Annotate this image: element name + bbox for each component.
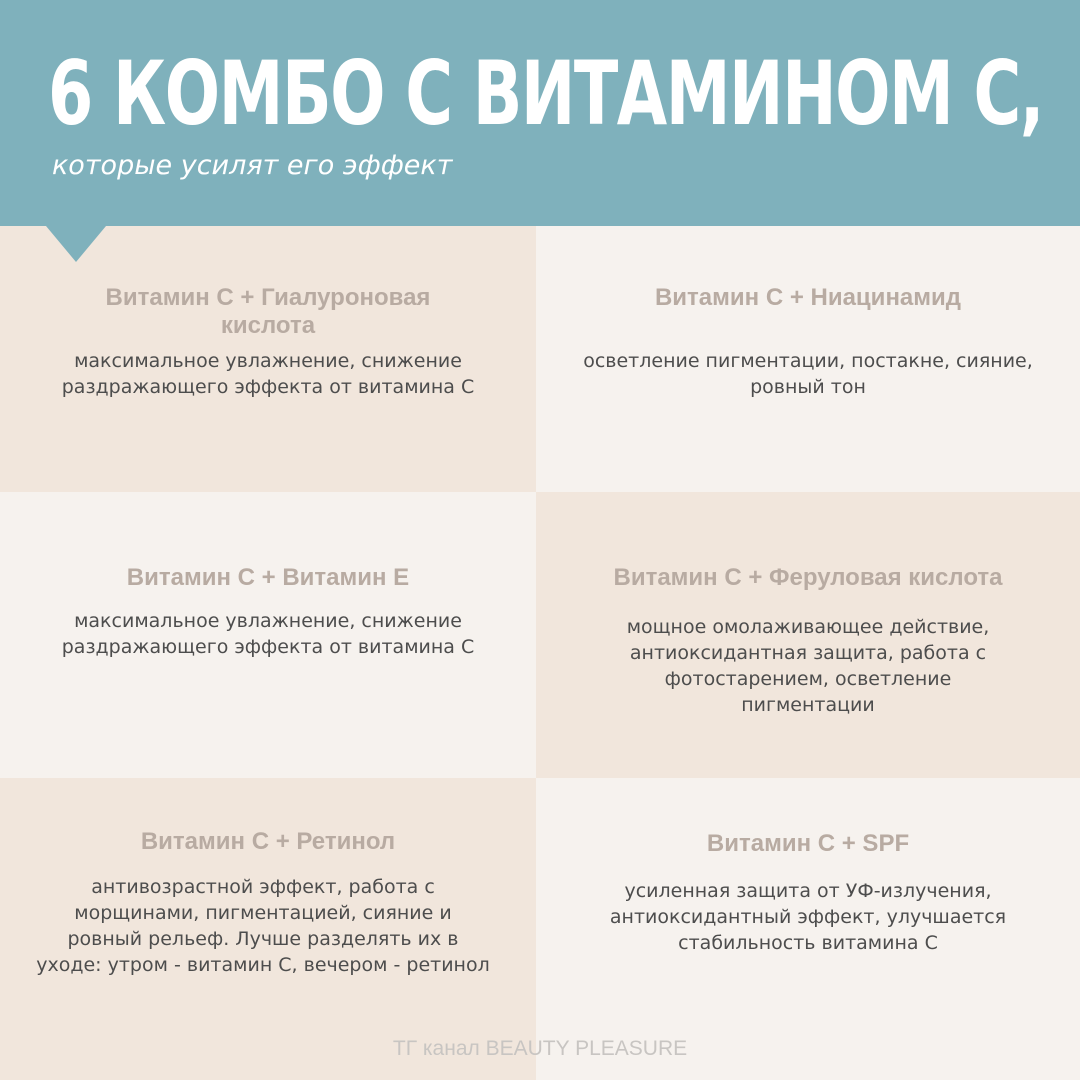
header-notch [46,226,106,262]
combo-description: максимальное увлажнение, снижение раздражающего эффекта от витамина С [61,350,475,398]
combo-title: Витамин С + Феруловая кислота [613,564,1003,591]
page-subtitle: которые усилят его эффект [52,150,453,181]
header-banner [0,0,1080,226]
combo-description: усиленная защита от УФ-излучения, антиоксидантный эффект, улучшается стабильность витамина С [609,880,1007,954]
combo-title: Витамин С + SPF [706,830,910,857]
combo-title: Витамин С + Ретинол [140,828,396,855]
page-title: 6 КОМБО С ВИТАМИНОМ С, [48,42,1044,145]
combo-card-retinol [0,778,536,1080]
combo-description: мощное омолаживающее действие, антиоксидантная защита, работа с фотостарением, осветление пигментации [626,616,990,716]
combo-card-niacinamide [536,226,1080,492]
combo-description: максимальное увлажнение, снижение раздражающего эффекта от витамина С [61,610,475,658]
combo-description: антивозрастной эффект, работа с морщинами, пигментацией, сияние и ровный рельеф. Лучше разделять их в уходе: утром - витамин С, вечером - ретинол [36,876,490,976]
combo-title: Витамин С + Витамин Е [126,564,410,591]
footer-credit: ТГ канал BEAUTY PLEASURE [392,1037,688,1060]
combo-card-hyaluronic [0,226,536,492]
combo-card-ferulic [536,492,1080,778]
combo-card-spf [536,778,1080,1080]
combo-title: Витамин С + Ниацинамид [654,284,962,311]
combo-title: Витамин С + Гиалуроновая кислота [105,284,431,339]
combo-card-vitamin-e [0,492,536,778]
combo-description: осветление пигментации, постакне, сияние, ровный тон [583,350,1033,398]
